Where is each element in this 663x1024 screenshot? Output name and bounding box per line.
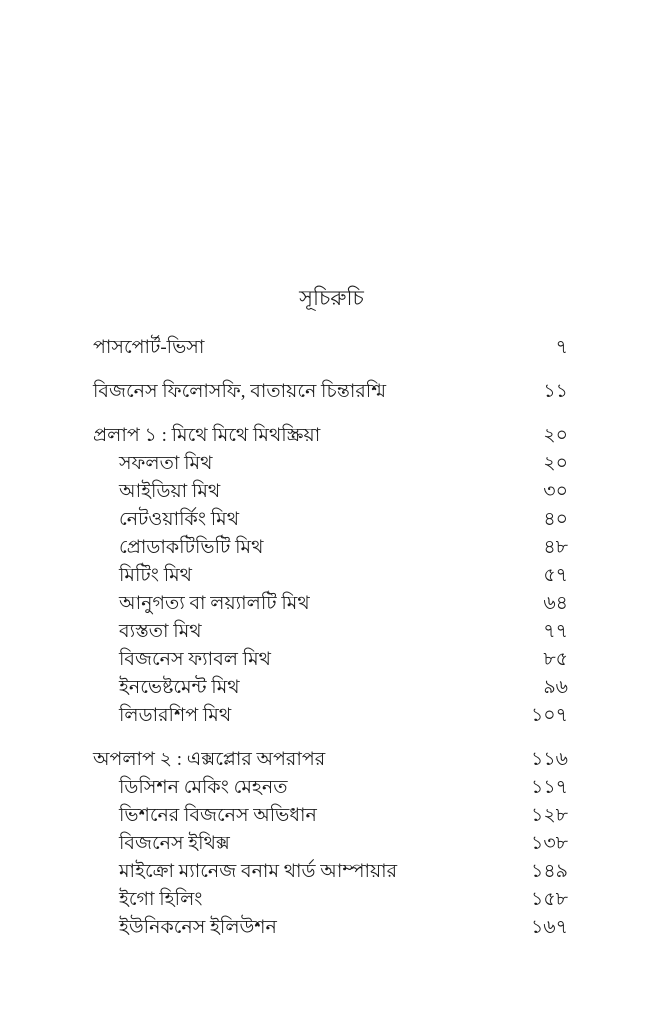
toc-section-header — [93, 422, 568, 450]
toc-entry-page-number: ১৪৯ — [531, 861, 568, 882]
toc-entry-page-number: ২০ — [543, 453, 568, 474]
toc-entry-label: ডিসিশন মেকিং মেহনত — [119, 777, 288, 798]
toc-entry-label: আইডিয়া মিথ — [119, 481, 221, 502]
toc-entry-page-number: ৭ — [555, 337, 568, 358]
toc-entry-page-number: ৯৬ — [543, 677, 568, 698]
toc-entry — [93, 914, 568, 942]
toc-entry-label: নেটওয়ার্কিং মিথ — [119, 509, 240, 530]
toc-entry-label: প্রোডাকটিভিটি মিথ — [119, 537, 264, 558]
toc-entry-page-number: ৮৫ — [543, 649, 568, 670]
toc-entry — [93, 618, 568, 646]
toc-entry — [93, 534, 568, 562]
toc-entry-page-number: ৪০ — [543, 509, 568, 530]
toc-entry-label: সফলতা মিথ — [119, 453, 213, 474]
toc-entry-page-number: ১২৮ — [530, 805, 568, 826]
toc-entry — [93, 858, 568, 886]
toc-list — [93, 334, 568, 942]
toc-entry — [93, 646, 568, 674]
toc-entry-label: ইনভেষ্টমেন্ট মিথ — [119, 677, 240, 698]
toc-entry — [93, 334, 568, 362]
toc-entry — [93, 886, 568, 914]
toc-entry-page-number: ১৩৮ — [530, 833, 568, 854]
toc-entry-label: আনুগত্য বা লয়্যালটি মিথ — [119, 593, 310, 614]
toc-entry — [93, 478, 568, 506]
toc-entry-label: ইগো হিলিং — [119, 889, 203, 910]
toc-entry-label: বিজনেস ইথিক্স — [119, 833, 230, 854]
toc-entry — [93, 506, 568, 534]
toc-entry — [93, 378, 568, 406]
toc-entry — [93, 702, 568, 730]
toc-entry-page-number: ৫৭ — [543, 565, 568, 586]
toc-entry-page-number: ১১ — [543, 381, 568, 402]
toc-entry-page-number: ৪৮ — [543, 537, 568, 558]
toc-entry-label: ব্যস্ততা মিথ — [119, 621, 202, 642]
toc-entry — [93, 774, 568, 802]
toc-entry-label: বিজনেস ফ্যাবল মিথ — [119, 649, 271, 670]
toc-entry — [93, 802, 568, 830]
toc-entry-page-number: ১১৬ — [530, 749, 568, 770]
page-title: সূচিরুচি — [299, 286, 364, 310]
toc-entry-page-number: ১৬৭ — [530, 917, 568, 938]
toc-entry — [93, 450, 568, 478]
toc-entry-label: ইউনিকনেস ইলিউশন — [119, 917, 277, 938]
toc-entry-label: লিডারশিপ মিথ — [119, 705, 232, 726]
toc-entry — [93, 590, 568, 618]
toc-entry-label: অপলাপ ২ : এক্সপ্লোর অপরাপর — [93, 749, 326, 770]
toc-entry-label: বিজনেস ফিলোসফি, বাতায়নে চিন্তারশ্মি — [93, 381, 387, 402]
toc-entry-page-number: ৭৭ — [543, 621, 568, 642]
toc-entry-label: পাসপোর্ট-ভিসা — [93, 337, 205, 358]
toc-entry-label: প্রলাপ ১ : মিথে মিথে মিথস্ক্রিয়া — [93, 425, 321, 446]
toc-entry-page-number: ২০ — [543, 425, 568, 446]
toc-entry-page-number: ১১৭ — [530, 777, 568, 798]
toc-entry — [93, 674, 568, 702]
toc-entry-label: ভিশনের বিজনেস অভিধান — [119, 805, 317, 826]
toc-entry-page-number: ১৫৮ — [531, 889, 568, 910]
toc-entry-label: মাইক্রো ম্যানেজ বনাম থার্ড আম্পায়ার — [119, 861, 398, 882]
toc-entry-page-number: ১০৭ — [530, 705, 568, 726]
toc-section-header — [93, 746, 568, 774]
toc-entry — [93, 830, 568, 858]
toc-entry-label: মিটিং মিথ — [119, 565, 192, 586]
toc-entry-page-number: ৬৪ — [543, 593, 568, 614]
toc-entry — [93, 562, 568, 590]
toc-entry-page-number: ৩০ — [543, 481, 568, 502]
